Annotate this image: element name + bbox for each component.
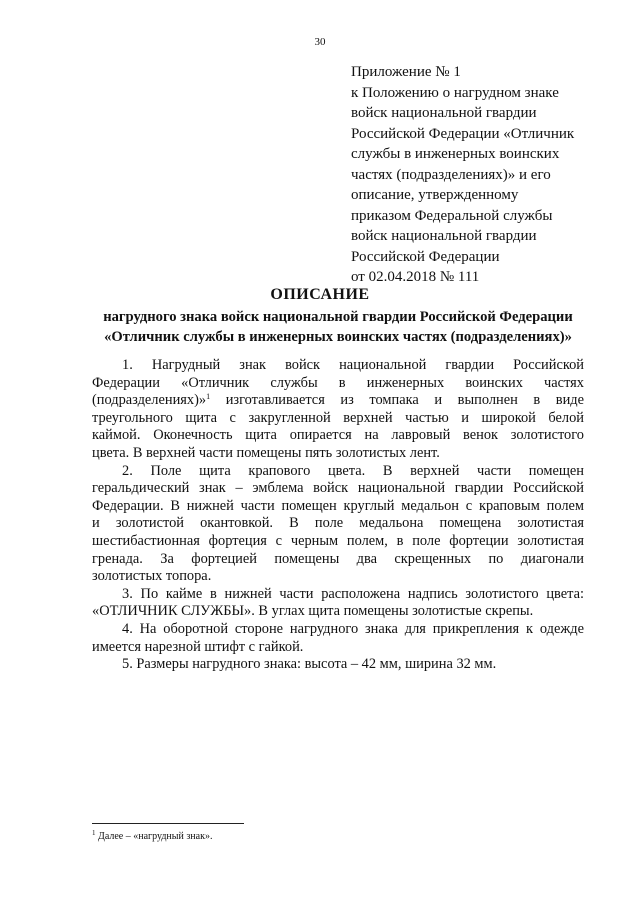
appendix-line: приказом Федеральной службы xyxy=(351,207,553,224)
paragraph-2-line: и золотистой окантовкой. В поле медальона помещена золотистая xyxy=(92,515,584,532)
paragraph-2-line: золотистых топора. xyxy=(92,568,212,585)
paragraph-1-line: треугольного щита с закругленной верхней частью и широкой белой xyxy=(92,409,584,426)
paragraph-2-line: шестибастионная фортеция с черным полем, в поле фортеции золотистая xyxy=(92,532,584,549)
appendix-block xyxy=(351,62,601,288)
paragraph-1-line: 1. Нагрудный знак войск национальной гвардии Российской xyxy=(122,357,584,373)
paragraph-3-line: 3. По кайме в нижней части расположена надпись золотистого цвета: xyxy=(122,585,584,602)
footnote-marker: 1 xyxy=(92,829,96,837)
page-number: 30 xyxy=(314,36,326,48)
paragraph-2-line: геральдический знак – эмблема войск национальной гвардии Российской xyxy=(92,480,584,497)
appendix-line: частях (подразделениях)» и его xyxy=(351,166,551,183)
appendix-line: Российской Федерации «Отличник xyxy=(351,125,575,142)
paragraph-1-line: цвета. В верхней части помещены пять золотистых лент. xyxy=(92,444,440,461)
paragraph-1-line: Федерации «Отличник службы в инженерных воинских частях xyxy=(92,374,584,391)
appendix-line: от 02.04.2018 № 111 xyxy=(351,269,480,285)
paragraph-2-line: гренада. За фортецией помещены два скрещенных по диагонали xyxy=(92,550,584,567)
paragraph-1-text: (подразделениях)» xyxy=(92,392,207,409)
appendix-line: службы в инженерных воинских xyxy=(351,146,560,162)
description-body xyxy=(92,357,584,674)
appendix-line: Приложение № 1 xyxy=(351,64,461,80)
document-subtitle xyxy=(92,308,584,347)
subtitle-line: нагрудного знака войск национальной гвардии Российской Федерации xyxy=(103,309,573,325)
paragraph-5-line: 5. Размеры нагрудного знака: высота – 42 мм, ширина 32 мм. xyxy=(122,656,497,673)
footnote-divider xyxy=(92,823,244,824)
appendix-line: Российской Федерации xyxy=(351,248,500,265)
appendix-line: войск национальной гвардии xyxy=(351,105,537,121)
subtitle-line: «Отличник службы в инженерных воинских частях (подразделениях)» xyxy=(104,328,572,345)
footnote-reference: 1 xyxy=(206,392,211,402)
paragraph-4-line: 4. На оборотной стороне нагрудного знака для прикрепления к одежде xyxy=(122,620,584,637)
paragraph-2-line: Федерации. В нижней части помещен круглый медальон с краповым полем xyxy=(92,497,584,514)
footnote-text: Далее – «нагрудный знак». xyxy=(95,831,213,842)
paragraph-3-line: «ОТЛИЧНИК СЛУЖБЫ». В углах щита помещены золотистые скрепы. xyxy=(92,603,534,620)
paragraph-1-line: каймой. Оконечность щита опирается на лавровый венок золотистого xyxy=(92,427,584,444)
appendix-line: к Положению о нагрудном знаке xyxy=(351,84,559,101)
document-title: ОПИСАНИЕ xyxy=(270,286,370,303)
appendix-line: войск национальной гвардии xyxy=(351,228,537,244)
paragraph-1-line xyxy=(92,392,584,410)
paragraph-1-text: изготавливается из томпака и выполнен в виде xyxy=(210,392,584,409)
paragraph-4-line: имеется нарезной штифт с гайкой. xyxy=(92,638,304,655)
appendix-line: описание, утвержденному xyxy=(351,187,519,203)
footnote xyxy=(92,831,392,842)
paragraph-2-line: 2. Поле щита крапового цвета. В верхней части помещен xyxy=(122,462,584,479)
